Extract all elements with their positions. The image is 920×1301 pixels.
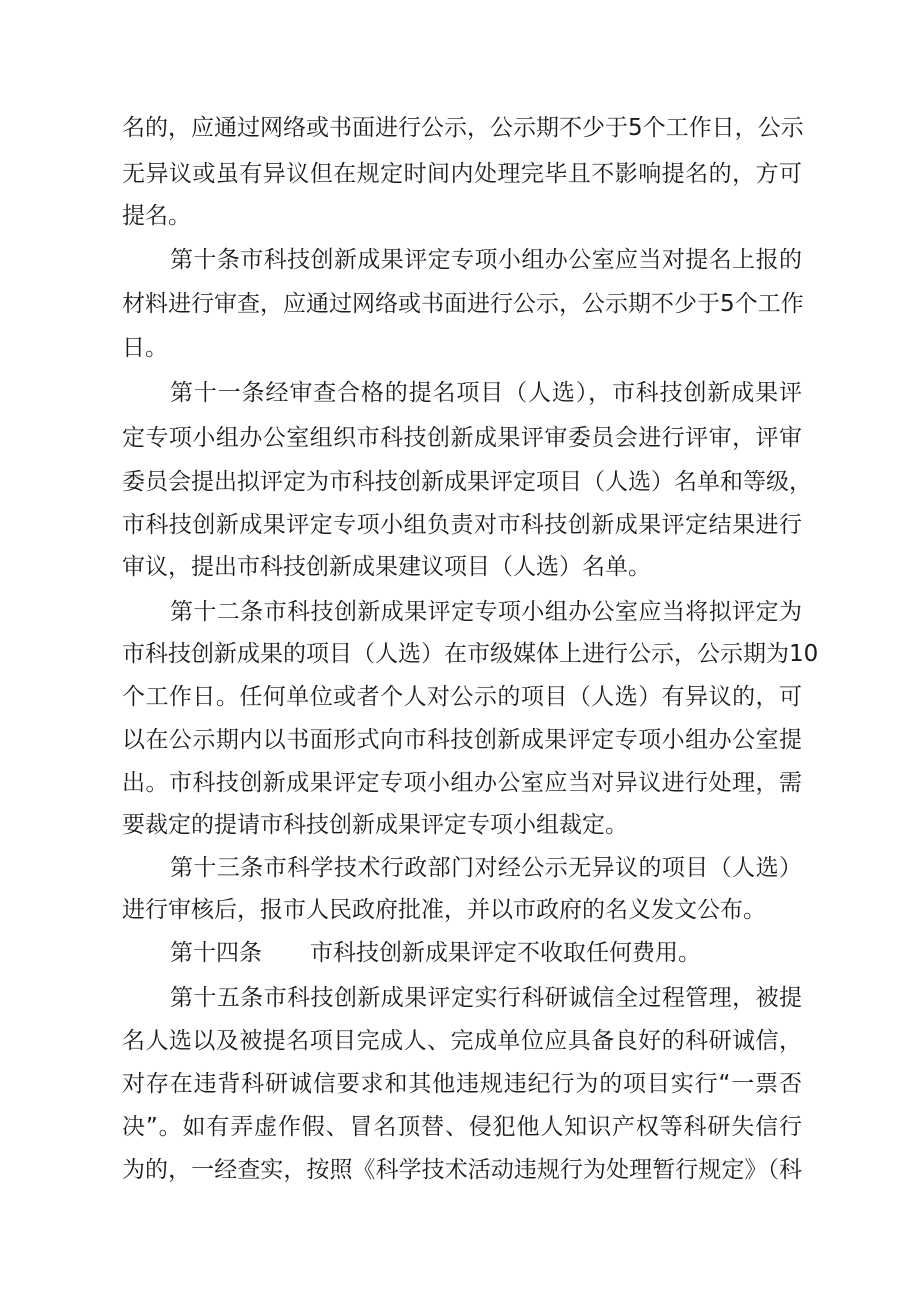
text-line: 要裁定的提请市科技创新成果评定专项小组裁定。	[122, 812, 628, 838]
text-line: 审议，提出市科技创新成果建议项目（人选）名单。	[122, 554, 651, 580]
text-line: 名人选以及被提名项目完成人、完成单位应具备良好的科研诚信，	[122, 1028, 802, 1054]
text-line: 无异议或虽有异议但在规定时间内处理完毕且不影响提名的，方可	[122, 161, 802, 187]
text-line: 名的，应通过网络或书面进行公示，公示期不少于5个工作日，公示	[122, 115, 804, 141]
text-line: 日。	[122, 335, 168, 361]
article-14-text: 市科技创新成果评定不收取任何费用。	[310, 940, 701, 966]
text-line: 个工作日。任何单位或者个人对公示的项目（人选）有异议的，可	[122, 684, 802, 710]
text-line: 定专项小组办公室组织市科技创新成果评审委员会进行评审，评审	[122, 425, 802, 451]
text-line: 市科技创新成果评定专项小组负责对市科技创新成果评定结果进行	[122, 512, 802, 538]
text-line: 决”。如有弄虚作假、冒名顶替、侵犯他人知识产权等科研失信行	[122, 1114, 802, 1140]
article-14-line	[170, 933, 802, 973]
text-line: 进行审核后，报市人民政府批准，并以市政府的名义发文公布。	[122, 897, 766, 923]
text-line: 对存在违背科研诚信要求和其他违规违纪行为的项目实行“一票否	[122, 1071, 802, 1097]
text-line: 材料进行审查，应通过网络或书面进行公示，公示期不少于5个工作	[122, 291, 804, 317]
text-line: 出。市科技创新成果评定专项小组办公室应当对异议进行处理，需	[122, 770, 802, 796]
article-14-label: 第十四条	[170, 940, 262, 966]
article-12-heading-line: 第十二条市科技创新成果评定专项小组办公室应当将拟评定为	[170, 599, 802, 625]
text-line: 提名。	[122, 203, 191, 229]
text-line: 为的，一经查实，按照《科学技术活动违规行为处理暂行规定》（科	[122, 1157, 802, 1183]
article-13-heading-line: 第十三条市科学技术行政部门对经公示无异议的项目（人选）	[170, 855, 802, 881]
text-line: 市科技创新成果的项目（人选）在市级媒体上进行公示，公示期为10	[122, 641, 819, 667]
text-line: 以在公示期内以书面形式向市科技创新成果评定专项小组办公室提	[122, 727, 802, 753]
text-line: 委员会提出拟评定为市科技创新成果评定项目（人选）名单和等级，	[122, 469, 812, 495]
article-10-heading-line: 第十条市科技创新成果评定专项小组办公室应当对提名上报的	[170, 247, 802, 273]
article-11-heading-line: 第十一条经审查合格的提名项目（人选），市科技创新成果评	[170, 380, 802, 406]
article-15-heading-line: 第十五条市科技创新成果评定实行科研诚信全过程管理，被提	[170, 985, 802, 1011]
